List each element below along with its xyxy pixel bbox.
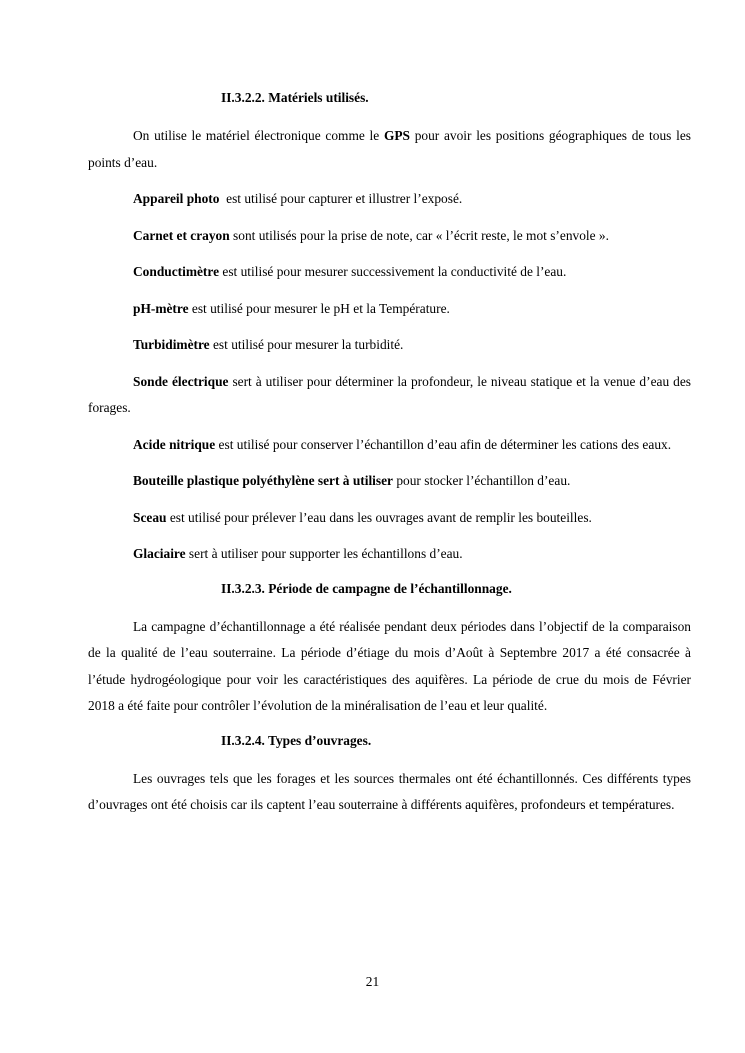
turbidimetre-text: est utilisé pour mesurer la turbidité. [209, 337, 404, 352]
section-heading-types: II.3.2.4. Types d’ouvrages. [221, 732, 372, 748]
appareil-photo-term: Appareil photo [133, 191, 220, 206]
bouteille-text: pour stocker l’échantillon d’eau. [393, 473, 571, 488]
carnet-term: Carnet et crayon [133, 227, 230, 243]
section-heading-periode: II.3.2.3. Période de campagne de l’échantillonnage. [221, 580, 512, 596]
sceau-text: est utilisé pour prélever l’eau dans les ouvrages avant de remplir les bouteilles. [166, 509, 592, 525]
carnet-text: sont utilisés pour la prise de note, car « l’écrit reste, le mot s’envole ». [229, 227, 609, 243]
conductimetre-text: est utilisé pour mesurer successivement la conductivité de l’eau. [219, 264, 567, 279]
glaciaire-term: Glaciaire [133, 546, 186, 561]
paragraph-sceau [88, 505, 691, 532]
sonde-text: sert à utiliser pour déterminer la profondeur, le niveau statique et la venue d’eau des forages. [88, 373, 691, 415]
acide-term: Acide nitrique [133, 436, 216, 452]
page-content [88, 87, 691, 819]
phmetre-term: pH-mètre [133, 300, 189, 316]
paragraph-periode: La campagne d’échantillonnage a été réalisée pendant deux périodes dans l’objectif de la comparaison de la qualité de l’eau souterraine. La période d’étiage du mois d’Août à Septembre 2017 a été consacrée à l’étude hydrogéologique pour voir les caractéristiques des aquifères. La période de crue du mois de Février 2018 a été faite pour contrôler l’évolution de la minéralisation de l’eau et leur qualité. [88, 618, 691, 713]
gps-text-before: On utilise le matériel électronique comme le [133, 128, 384, 143]
paragraph-types: Les ouvrages tels que les forages et les sources thermales ont été échantillonnés. Ces différents types d’ouvrages ont été choisis car ils captent l’eau souterraine à différents aquifères, profondeurs et températures. [88, 770, 691, 812]
sceau-term: Sceau [133, 509, 167, 525]
paragraph-turbidimetre [88, 332, 691, 359]
turbidimetre-term: Turbidimètre [133, 337, 210, 352]
page-number: 21 [365, 974, 380, 989]
sonde-term: Sonde électrique [133, 373, 229, 389]
paragraph-conductimetre [88, 259, 691, 286]
conductimetre-term: Conductimètre [133, 264, 220, 279]
gps-term: GPS [383, 128, 410, 143]
paragraph-carnet [88, 223, 691, 250]
paragraph-sonde [88, 369, 691, 422]
paragraph-gps [88, 123, 691, 176]
paragraph-bouteille [88, 468, 691, 495]
bouteille-term: Bouteille plastique polyéthylène sert à utiliser [133, 473, 393, 488]
paragraph-appareil-photo [88, 186, 691, 213]
paragraph-phmetre [88, 296, 691, 323]
gps-text-after: pour avoir les positions géographiques de tous les points d’eau. [88, 128, 691, 170]
paragraph-acide [88, 432, 691, 459]
section-heading-materiels: II.3.2.2. Matériels utilisés. [221, 90, 369, 105]
appareil-photo-text: est utilisé pour capturer et illustrer l’exposé. [219, 191, 463, 206]
paragraph-glaciaire [88, 541, 691, 568]
acide-text: est utilisé pour conserver l’échantillon d’eau afin de déterminer les cations des eaux. [215, 436, 672, 452]
glaciaire-text: sert à utiliser pour supporter les échantillons d’eau. [185, 546, 463, 561]
phmetre-text: est utilisé pour mesurer le pH et la Température. [188, 300, 450, 316]
